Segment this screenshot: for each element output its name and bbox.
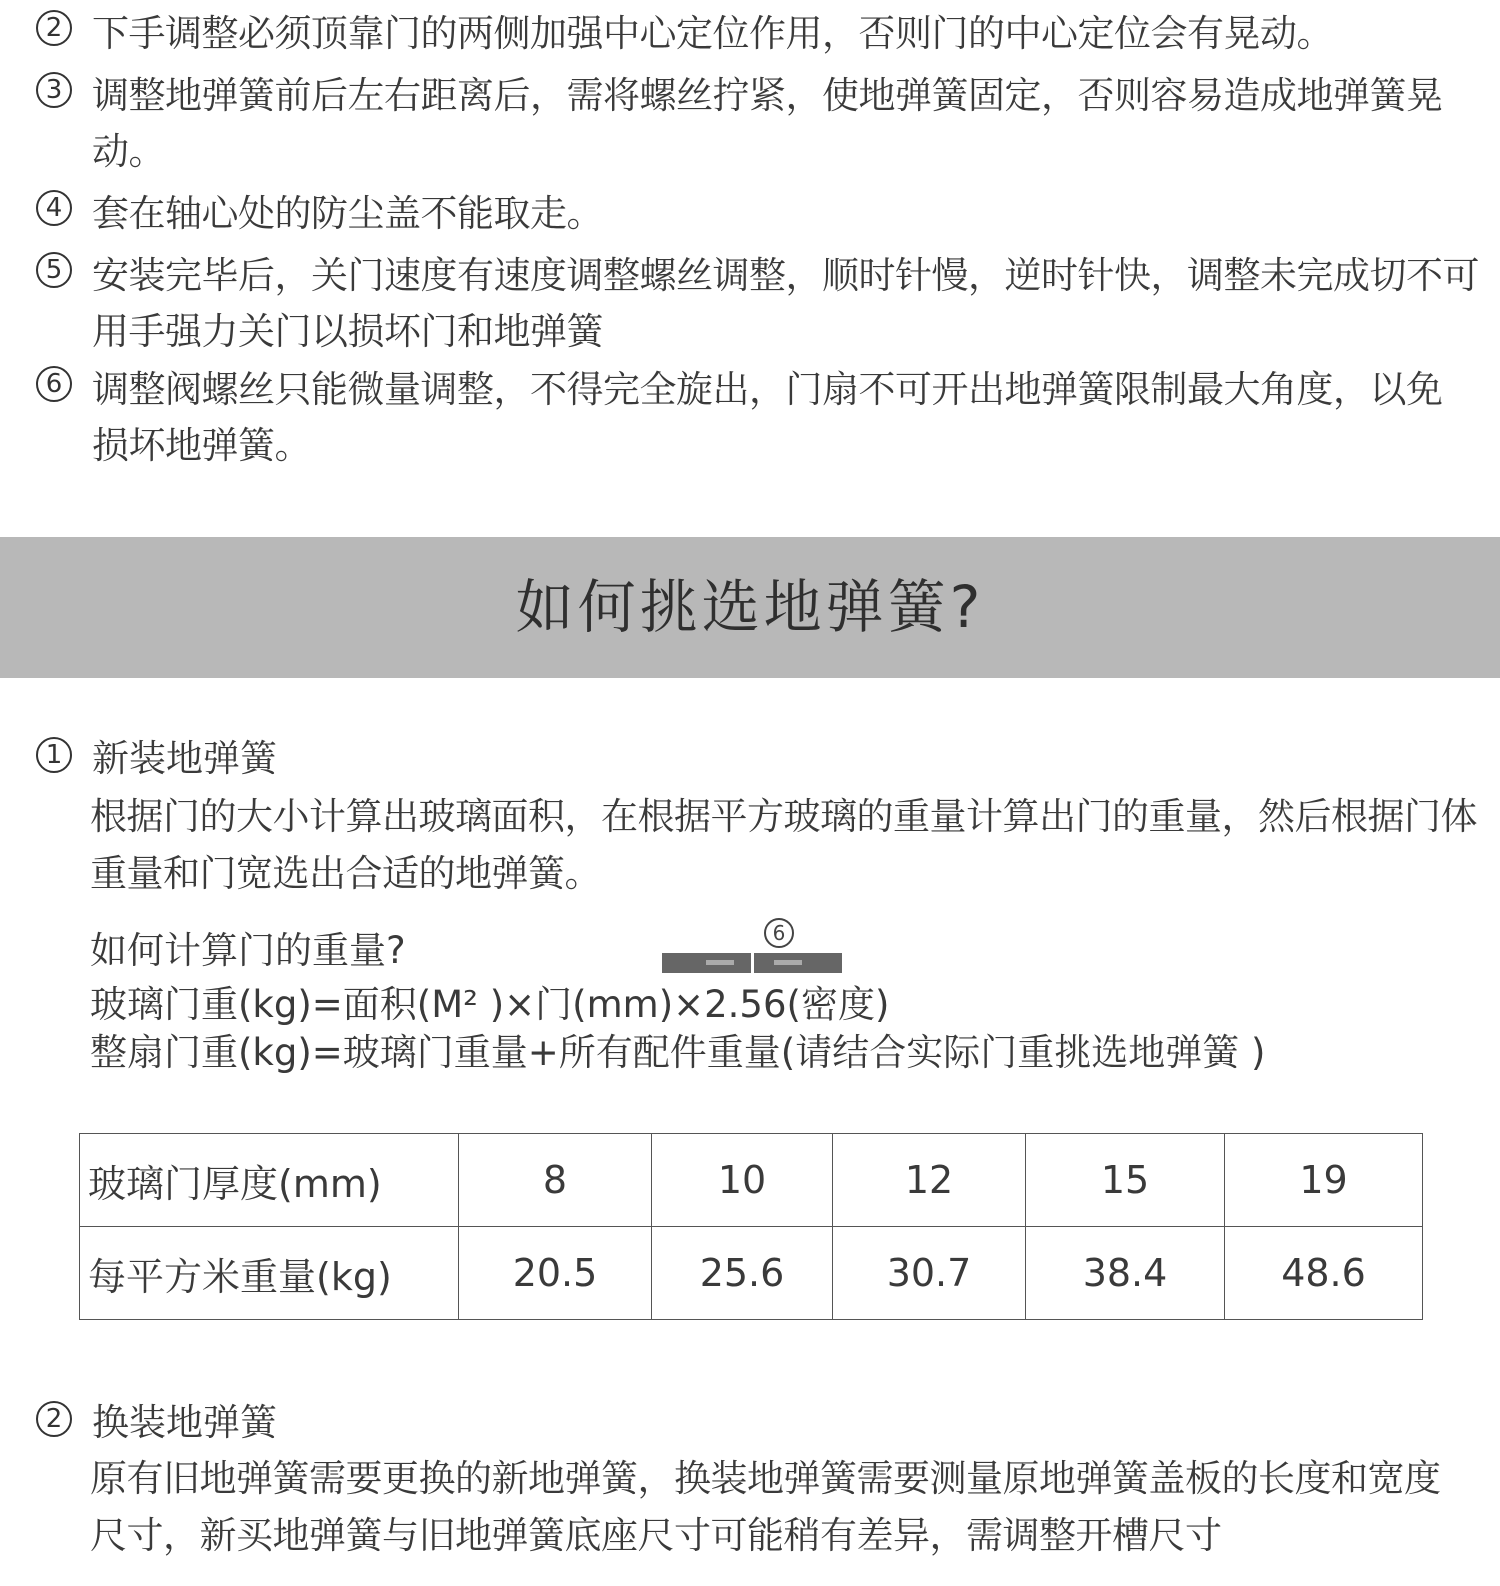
table-cell: 30.7	[833, 1227, 1026, 1320]
heading-number-badge: 2	[36, 1401, 72, 1437]
install-note-item	[36, 6, 1476, 62]
heading-label: 换装地弹簧	[92, 1401, 277, 1444]
table-cell: 19	[1225, 1134, 1423, 1227]
table-row	[80, 1227, 1423, 1320]
note-text: 套在轴心处的防尘盖不能取走。	[92, 192, 603, 235]
table-row	[80, 1134, 1423, 1227]
heading-number-badge: 1	[36, 737, 72, 773]
table-cell: 38.4	[1026, 1227, 1225, 1320]
new-install-paragraph: 根据门的大小计算出玻璃面积，在根据平方玻璃的重量计算出门的重量，然后根据门体重量和门宽选出合适的地弹簧。	[90, 795, 1477, 895]
section-title: 如何挑选地弹簧?	[515, 573, 985, 641]
door-spring-diagram	[662, 953, 842, 973]
diagram-number-badge: 6	[764, 918, 794, 948]
install-note-item	[36, 248, 1491, 360]
replace-install-heading	[36, 1392, 277, 1446]
bar-slot	[706, 960, 734, 965]
table-cell: 20.5	[459, 1227, 652, 1320]
table-cell: 8	[459, 1134, 652, 1227]
new-install-heading	[36, 728, 277, 782]
glass-weight-table	[79, 1133, 1423, 1320]
note-number-badge: 3	[36, 72, 72, 108]
note-text: 调整阀螺丝只能微量调整，不得完全旋出，门扇不可开出地弹簧限制最大角度，以免损坏地弹簧。	[92, 368, 1443, 467]
note-number-badge: 6	[36, 366, 72, 402]
section-header-band	[0, 537, 1500, 678]
row-header: 每平方米重量(kg)	[80, 1227, 459, 1320]
table-cell: 10	[652, 1134, 833, 1227]
replace-install-paragraph: 原有旧地弹簧需要更换的新地弹簧，换装地弹簧需要测量原地弹簧盖板的长度和宽度尺寸，新买地弹簧与旧地弹簧底座尺寸可能稍有差异，需调整开槽尺寸	[90, 1457, 1441, 1557]
table-cell: 12	[833, 1134, 1026, 1227]
table-cell: 15	[1026, 1134, 1225, 1227]
note-number-badge: 5	[36, 252, 72, 288]
formula-line-door-weight: 整扇门重(kg)=玻璃门重量+所有配件重量(请结合实际门重挑选地弹簧 )	[90, 1031, 1266, 1074]
formula-question: 如何计算门的重量?	[90, 929, 406, 972]
table-cell: 48.6	[1225, 1227, 1423, 1320]
install-note-item	[36, 362, 1476, 474]
table-cell: 25.6	[652, 1227, 833, 1320]
install-note-item	[36, 68, 1448, 180]
bar-gap	[751, 953, 754, 973]
note-number-badge: 4	[36, 190, 72, 226]
note-text: 调整地弹簧前后左右距离后，需将螺丝拧紧，使地弹簧固定，否则容易造成地弹簧晃动。	[92, 74, 1443, 173]
heading-label: 新装地弹簧	[92, 737, 277, 780]
note-number-badge: 2	[36, 10, 72, 46]
bar-slot	[774, 960, 802, 965]
install-note-item	[36, 186, 1476, 242]
row-header: 玻璃门厚度(mm)	[80, 1134, 459, 1227]
note-text: 下手调整必须顶靠门的两侧加强中心定位作用，否则门的中心定位会有晃动。	[92, 12, 1333, 55]
formula-line-glass-weight: 玻璃门重(kg)=面积(M² )×门(mm)×2.56(密度)	[90, 983, 890, 1026]
note-text: 安装完毕后，关门速度有速度调整螺丝调整，顺时针慢，逆时针快，调整未完成切不可用手强力关门以损坏门和地弹簧	[92, 254, 1479, 353]
